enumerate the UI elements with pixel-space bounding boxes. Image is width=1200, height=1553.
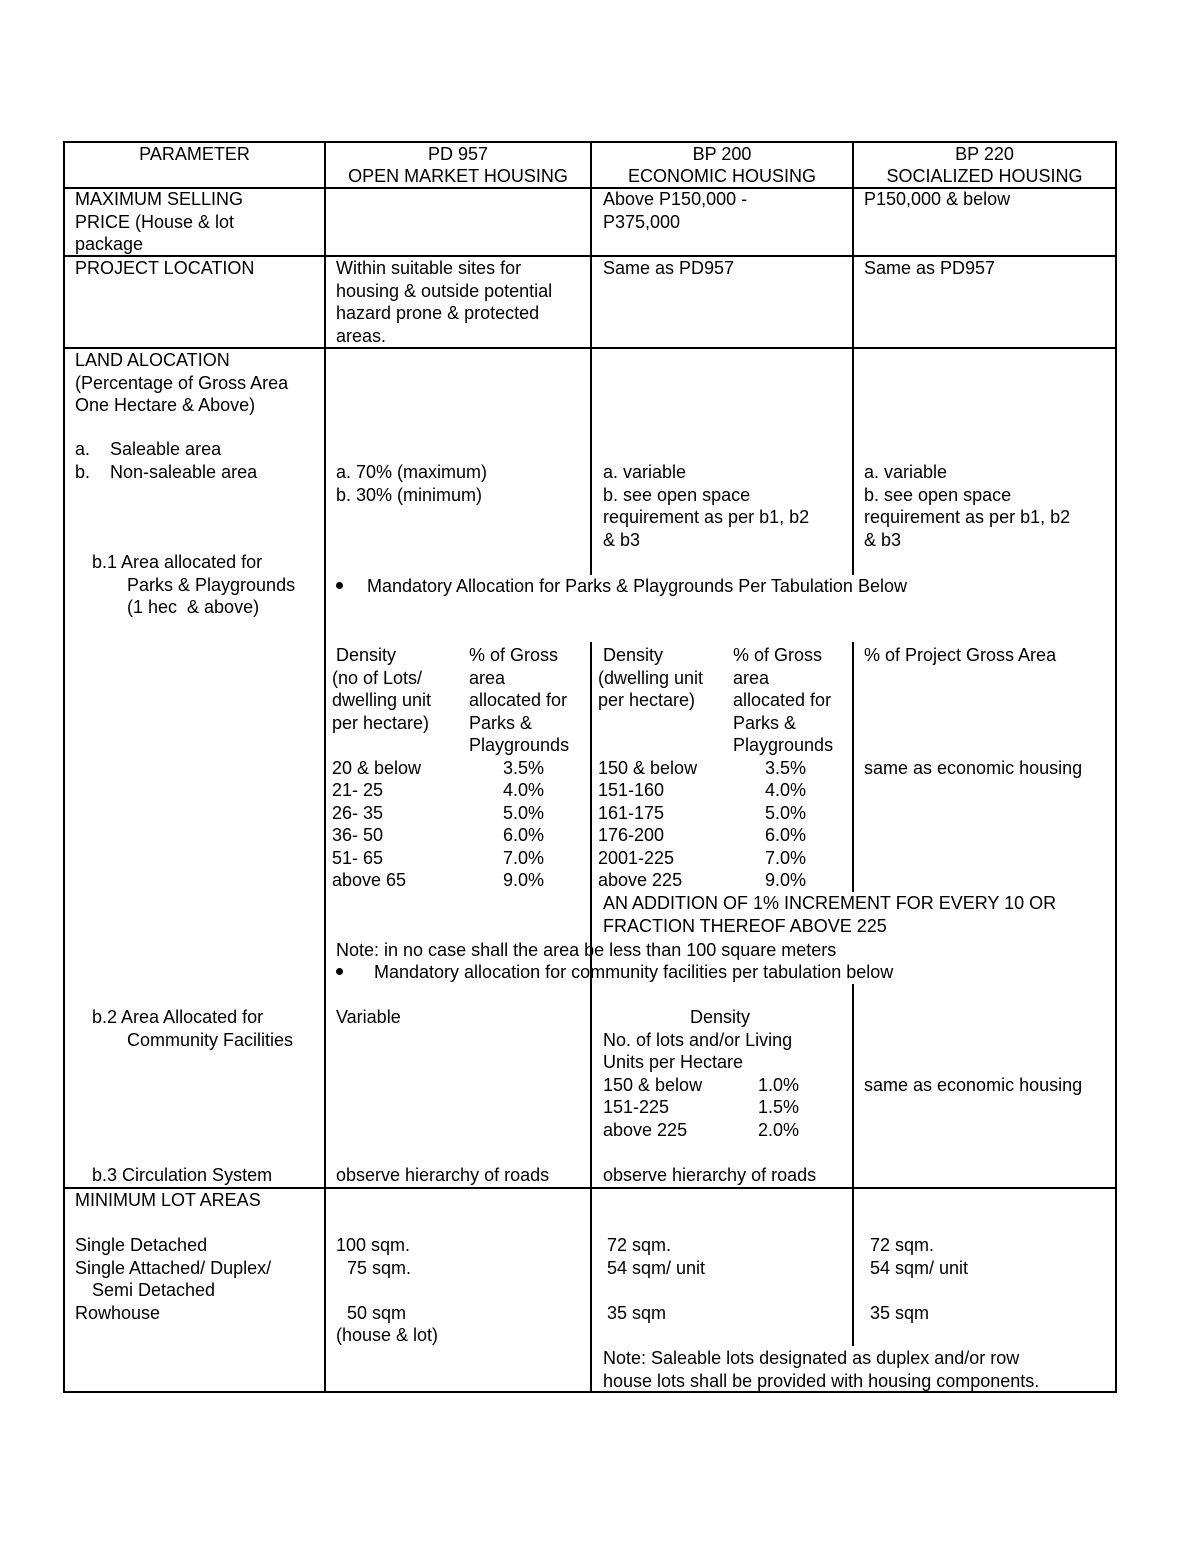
- column-divider-3: [852, 141, 854, 575]
- bp-pct-value: 4.0%: [765, 780, 807, 800]
- bp-density-value: 2001-225: [598, 848, 675, 868]
- max-price-label: PRICE (House & lot: [75, 212, 235, 232]
- community-pct-value: 2.0%: [758, 1120, 800, 1140]
- bp-density-value: 161-175: [598, 803, 665, 823]
- allocation-socialized: a. variable: [864, 462, 948, 482]
- pd-pct-header: area: [469, 668, 506, 688]
- lot-type-label: Semi Detached: [92, 1280, 216, 1300]
- max-price-label: package: [75, 234, 144, 254]
- parameter-header: PARAMETER: [139, 144, 250, 164]
- max-price-economic: Above P150,000 -: [603, 189, 748, 209]
- table-right-border: [1115, 141, 1117, 1393]
- non-saleable-area-label: Non-saleable area: [110, 462, 258, 482]
- lot-area-economic: 54 sqm/ unit: [607, 1258, 706, 1278]
- bullet-icon: [336, 968, 343, 975]
- increment-note: AN ADDITION OF 1% INCREMENT FOR EVERY 10 OR: [603, 893, 1057, 913]
- table-left-border: [63, 141, 65, 1393]
- non-saleable-marker: b.: [75, 462, 91, 482]
- circulation-open-market: observe hierarchy of roads: [336, 1165, 550, 1185]
- bp-density-value: 176-200: [598, 825, 665, 845]
- b1-parks-label: (1 hec & above): [127, 597, 260, 617]
- saleable-lots-note: Note: Saleable lots designated as duplex and/or row: [603, 1348, 1020, 1368]
- allocation-socialized: b. see open space: [864, 485, 1012, 505]
- minimum-lot-areas-label: MINIMUM LOT AREAS: [75, 1190, 261, 1210]
- community-density-header: Units per Hectare: [603, 1052, 744, 1072]
- allocation-open-market: a. 70% (maximum): [336, 462, 488, 482]
- pd-pct-value: 3.5%: [503, 758, 545, 778]
- socialized-parks-value: same as economic housing: [864, 758, 1083, 778]
- lot-area-economic: 72 sqm.: [607, 1235, 672, 1255]
- land-allocation-label: LAND ALOCATION: [75, 350, 230, 370]
- pd-density-header: (no of Lots/: [332, 668, 423, 688]
- bp200-title-header: ECONOMIC HOUSING: [627, 166, 816, 186]
- location-open-market: housing & outside potential: [336, 281, 553, 301]
- lot-area-socialized: 72 sqm.: [870, 1235, 935, 1255]
- bp-pct-header: allocated for: [733, 690, 832, 710]
- allocation-economic: & b3: [603, 530, 641, 550]
- minimum-area-note: Note: in no case shall the area be less than 100 square meters: [336, 940, 837, 960]
- lot-area-open-market: (house & lot): [336, 1325, 439, 1345]
- allocation-socialized: requirement as per b1, b2: [864, 507, 1071, 527]
- location-open-market: areas.: [336, 326, 387, 346]
- lot-area-socialized: 54 sqm/ unit: [870, 1258, 969, 1278]
- bp-pct-header: Parks &: [733, 713, 797, 733]
- saleable-lots-note: house lots shall be provided with housing components.: [603, 1371, 1040, 1391]
- community-density-value: 150 & below: [603, 1075, 703, 1095]
- location-open-market: Within suitable sites for: [336, 258, 522, 278]
- community-socialized: same as economic housing: [864, 1075, 1083, 1095]
- allocation-socialized: & b3: [864, 530, 902, 550]
- increment-note: FRACTION THEREOF ABOVE 225: [603, 916, 887, 936]
- pd957-code-header: PD 957: [427, 144, 489, 164]
- b1-parks-label: Parks & Playgrounds: [127, 575, 296, 595]
- pd-pct-header: Parks &: [469, 713, 533, 733]
- community-open-market: Variable: [336, 1007, 401, 1027]
- pd-density-value: 20 & below: [332, 758, 422, 778]
- column-divider-2: [590, 642, 592, 1393]
- bp-density-value: 150 & below: [598, 758, 698, 778]
- pd-pct-value: 6.0%: [503, 825, 545, 845]
- community-density-value: 151-225: [603, 1097, 670, 1117]
- bp220-code-header: BP 220: [955, 144, 1014, 164]
- circulation-economic: observe hierarchy of roads: [603, 1165, 817, 1185]
- bp200-code-header: BP 200: [692, 144, 752, 164]
- lot-area-economic: 35 sqm: [607, 1303, 667, 1323]
- pd-pct-value: 7.0%: [503, 848, 545, 868]
- max-price-socialized: P150,000 & below: [864, 189, 1011, 209]
- land-allocation-label: (Percentage of Gross Area: [75, 373, 289, 393]
- lot-area-socialized: 35 sqm: [870, 1303, 930, 1323]
- land-allocation-label: One Hectare & Above): [75, 395, 256, 415]
- bp-pct-value: 5.0%: [765, 803, 807, 823]
- saleable-area-label: Saleable area: [110, 439, 222, 459]
- pd-density-header: Density: [336, 645, 397, 665]
- bp-density-header: Density: [603, 645, 664, 665]
- allocation-economic: requirement as per b1, b2: [603, 507, 810, 527]
- pd-density-header: dwelling unit: [332, 690, 432, 710]
- allocation-economic: a. variable: [603, 462, 687, 482]
- bp-density-header: per hectare): [598, 690, 696, 710]
- column-divider-2: [590, 141, 592, 575]
- bullet-icon: [336, 582, 343, 589]
- pd-pct-value: 5.0%: [503, 803, 545, 823]
- allocation-open-market: b. 30% (minimum): [336, 485, 483, 505]
- community-facilities-note: Mandatory allocation for community facilities per tabulation below: [374, 962, 894, 982]
- lot-area-open-market: 100 sqm.: [336, 1235, 411, 1255]
- lot-area-open-market: 50 sqm: [347, 1303, 407, 1323]
- b1-parks-label: b.1 Area allocated for: [92, 552, 263, 572]
- bp220-title-header: SOCIALIZED HOUSING: [886, 166, 1083, 186]
- lot-area-open-market: 75 sqm.: [347, 1258, 412, 1278]
- max-price-economic: P375,000: [603, 212, 681, 232]
- pd-pct-header: allocated for: [469, 690, 568, 710]
- pd-density-value: above 65: [332, 870, 407, 890]
- location-open-market: hazard prone & protected: [336, 303, 540, 323]
- project-location-label: PROJECT LOCATION: [75, 258, 255, 278]
- pd-pct-header: % of Gross: [469, 645, 559, 665]
- bp-pct-header: % of Gross: [733, 645, 823, 665]
- parks-mandatory-note: Mandatory Allocation for Parks & Playgrounds Per Tabulation Below: [367, 576, 907, 596]
- bp-pct-header: area: [733, 668, 770, 688]
- bp-pct-value: 6.0%: [765, 825, 807, 845]
- pd-density-header: per hectare): [332, 713, 430, 733]
- socialized-gross-area-header: % of Project Gross Area: [864, 645, 1057, 665]
- bp-pct-value: 9.0%: [765, 870, 807, 890]
- column-divider-3: [852, 642, 854, 892]
- pd-pct-header: Playgrounds: [469, 735, 570, 755]
- pd-density-value: 36- 50: [332, 825, 384, 845]
- bp-pct-header: Playgrounds: [733, 735, 834, 755]
- lot-type-label: Single Detached: [75, 1235, 208, 1255]
- location-socialized: Same as PD957: [864, 258, 996, 278]
- pd957-title-header: OPEN MARKET HOUSING: [348, 166, 568, 186]
- allocation-economic: b. see open space: [603, 485, 751, 505]
- bp-pct-value: 3.5%: [765, 758, 807, 778]
- lot-type-label: Rowhouse: [75, 1303, 161, 1323]
- column-divider-3: [852, 984, 854, 1346]
- pd-density-value: 51- 65: [332, 848, 384, 868]
- bp-pct-value: 7.0%: [765, 848, 807, 868]
- b2-community-label: b.2 Area Allocated for: [92, 1007, 264, 1027]
- pd-density-value: 26- 35: [332, 803, 384, 823]
- bp-density-header: (dwelling unit: [598, 668, 704, 688]
- community-density-title: Density: [690, 1007, 751, 1027]
- pd-pct-value: 9.0%: [503, 870, 545, 890]
- bp-density-value: 151-160: [598, 780, 665, 800]
- saleable-marker: a.: [75, 439, 91, 459]
- b2-community-label: Community Facilities: [127, 1030, 294, 1050]
- max-price-label: MAXIMUM SELLING: [75, 189, 244, 209]
- location-economic: Same as PD957: [603, 258, 735, 278]
- community-pct-value: 1.5%: [758, 1097, 800, 1117]
- pd-density-value: 21- 25: [332, 780, 384, 800]
- community-density-value: above 225: [603, 1120, 688, 1140]
- lot-type-label: Single Attached/ Duplex/: [75, 1258, 272, 1278]
- column-divider-1: [324, 141, 326, 1393]
- community-pct-value: 1.0%: [758, 1075, 800, 1095]
- b3-circulation-label: b.3 Circulation System: [92, 1165, 273, 1185]
- community-density-header: No. of lots and/or Living: [603, 1030, 793, 1050]
- bp-density-value: above 225: [598, 870, 683, 890]
- pd-pct-value: 4.0%: [503, 780, 545, 800]
